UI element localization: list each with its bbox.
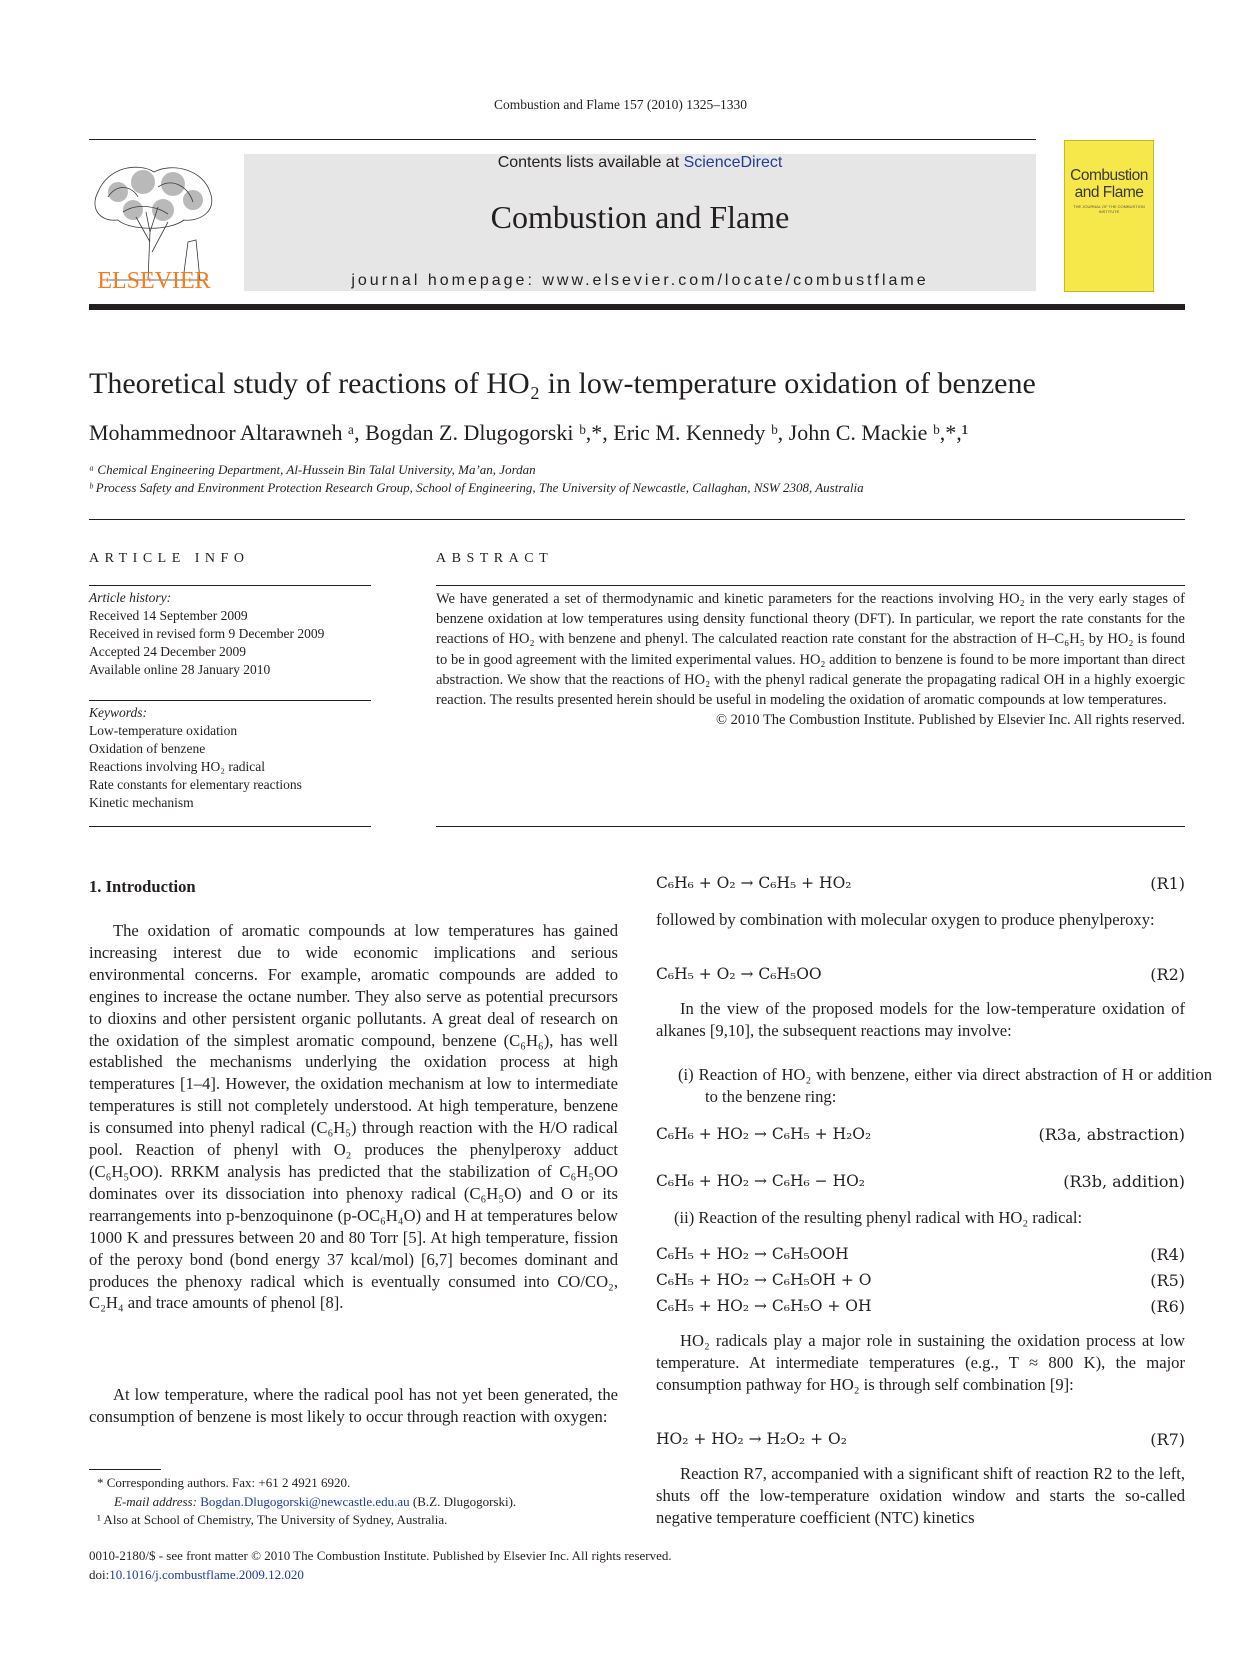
keyword-item: Rate constants for elementary reactions <box>89 777 302 792</box>
equation-r3a-body: C₆H₆ + HO₂ → C₆H₅ + H₂O₂ <box>656 1125 872 1143</box>
affiliation-a: ᵃ Chemical Engineering Department, Al-Hussein Bin Talal University, Ma’an, Jordan <box>89 462 536 477</box>
abstract-rule-top <box>436 585 1185 586</box>
right-paragraph-3: HO₂ radicals play a major role in sustaining the oxidation process at low temperature. At intermediate temperatures (e.g., T ≈ 800 K), the major consumption pathway for HO₂ is through self combination [9]: <box>656 1331 1185 1394</box>
equation-r1-body: C₆H₆ + O₂ → C₆H₅ + HO₂ <box>656 874 852 892</box>
page-footer <box>89 1547 1089 1584</box>
contents-line <box>244 154 1036 172</box>
equation-r2-body: C₆H₅ + O₂ → C₆H₅OO <box>656 965 822 983</box>
cover-title <box>1065 167 1153 201</box>
info-rule-mid <box>89 700 371 701</box>
corresponding-author-note: * Corresponding authors. Fax: +61 2 4921 6920. <box>97 1475 351 1490</box>
email-label: E-mail address: <box>114 1493 201 1509</box>
equation-r3b-body: C₆H₆ + HO₂ → C₆H₆ − HO₂ <box>656 1172 866 1190</box>
equation-r5-body: C₆H₅ + HO₂ → C₆H₅OH + O <box>656 1271 872 1289</box>
equation-r1-tag: (R1) <box>1150 874 1185 893</box>
equation-r7-tag: (R7) <box>1150 1430 1185 1449</box>
equation-r3b-tag: (R3b, addition) <box>1063 1172 1185 1191</box>
abstract-text-block <box>436 589 1185 730</box>
keyword-item: Oxidation of benzene <box>89 741 206 756</box>
abstract-heading: ABSTRACT <box>436 551 554 566</box>
equation-r1 <box>656 874 1185 896</box>
elsevier-wordmark: ELSEVIER <box>97 268 211 294</box>
abstract-text: We have generated a set of thermodynamic and kinetic parameters for the reactions involving HO₂ in the very early stages of benzene oxidation at low temperatures using density functional theory (DFT). In particular, we report the rate constants for the reactions of HO₂ with benzene and phenyl. The calculated reaction rate constant for the abstraction of H–C₆H₅ by HO₂ is found to be in good agreement with the limited experimental values. HO₂ addition to benzene is found to be more important than direct abstraction. We show that the reactions of HO₂ with the phenyl radical generate the propagating radical OH in a highly exoergic reaction. The results presented herein should be useful in modeling the oxidation of aromatic compounds at low temperatures. <box>436 591 1185 709</box>
footnote-rule <box>89 1469 161 1470</box>
keyword-item: Low-temperature oxidation <box>89 723 238 738</box>
equation-r3b <box>656 1172 1185 1194</box>
equation-r7 <box>656 1430 1185 1452</box>
article-history <box>89 589 371 679</box>
footnotes <box>89 1474 649 1530</box>
email-line <box>89 1493 649 1512</box>
equation-r3a-tag: (R3a, abstraction) <box>1038 1125 1185 1144</box>
right-paragraph-1: followed by combination with molecular oxygen to produce phenylperoxy: <box>656 910 1155 929</box>
article-title: Theoretical study of reactions of HO₂ in low-temperature oxidation of benzene <box>89 367 1036 400</box>
keywords-label: Keywords: <box>89 705 147 720</box>
doi-line <box>89 1566 1089 1585</box>
keyword-item: Kinetic mechanism <box>89 795 194 810</box>
equation-r2 <box>656 965 1185 987</box>
sciencedirect-link[interactable]: ScienceDirect <box>683 154 783 171</box>
intro-paragraph-2: At low temperature, where the radical pool has not yet been generated, the consumption of benzene is most likely to occur through reaction with oxygen: <box>89 1385 618 1426</box>
right-paragraph-4: Reaction R7, accompanied with a significant shift of reaction R2 to the left, shuts off the low-temperature oxidation window and starts the so-called negative temperature coefficient (NTC) kinetics <box>656 1464 1185 1527</box>
equation-r6 <box>656 1297 1185 1319</box>
section-heading-introduction: 1. Introduction <box>89 877 196 896</box>
footnote-1: ¹ Also at School of Chemistry, The University of Sydney, Australia. <box>97 1512 448 1527</box>
history-label: Article history: <box>89 590 172 605</box>
cover-title-line2: and Flame <box>1074 184 1144 201</box>
cover-title-line1: Combustion <box>1070 167 1148 184</box>
right-paragraph-2: In the view of the proposed models for the low-temperature oxidation of alkanes [9,10], the subsequent reactions may involve: <box>656 999 1185 1040</box>
email-link[interactable]: Bogdan.Dlugogorski@newcastle.edu.au <box>200 1493 410 1509</box>
keywords <box>89 704 371 812</box>
journal-banner <box>244 154 1036 291</box>
equation-r2-tag: (R2) <box>1150 965 1185 984</box>
header-rule <box>89 139 1036 140</box>
article-info-heading: ARTICLE INFO <box>89 551 250 566</box>
cover-subtitle: THE JOURNAL OF THE COMBUSTION INSTITUTE <box>1073 204 1145 214</box>
journal-homepage[interactable]: journal homepage: www.elsevier.com/locate/combustflame <box>351 272 929 289</box>
equation-r3a <box>656 1125 1185 1147</box>
affiliation-b: ᵇ Process Safety and Environment Protection Research Group, School of Engineering, The University of Newcastle, Callaghan, NSW 2308, Australia <box>89 480 864 495</box>
intro-paragraph-1: The oxidation of aromatic compounds at low temperatures has gained increasing interest due to wide economic implications and serious environmental concerns. For example, aromatic compounds are added to engines to increase the octane number. They also serve as potential precursors to dioxins and other persistent organic pollutants. A great deal of research on the oxidation of the simplest aromatic compound, benzene (C₆H₆), has well established the mechanisms underlying the oxidation process at high temperatures [1–4]. However, the oxidation mechanism at low to intermediate temperatures is still not completely understood. At high temperature, benzene is consumed into phenyl radical (C₆H₅) through reaction with the H/O radical pool. Reaction of phenyl with O₂ produces the phenylperoxy adduct (C₆H₅OO). RRKM analysis has predicted that the stabilization of C₆H₅OO dominates over its dissociation into phenoxy radical (C₆H₅O) and O or its rearrangements into p-benzoquinone (p-OC₆H₄O) and H at temperatures below 1000 K and pressures between 20 and 80 Torr [5]. At high temperature, fission of the peroxy bond (bond energy 37 kcal/mol) [6,7] becomes dominant and produces the phenoxy radical which is eventually consumed into CO/CO₂, C₂H₄ and trace amounts of phenol [8]. <box>89 921 618 1313</box>
abstract-copyright: © 2010 The Combustion Institute. Published by Elsevier Inc. All rights reserved. <box>715 712 1185 729</box>
received-date: Received 14 September 2009 <box>89 608 248 623</box>
abstract-rule-bottom <box>436 826 1185 827</box>
equation-r6-body: C₆H₅ + HO₂ → C₆H₅O + OH <box>656 1297 872 1315</box>
equation-r5 <box>656 1271 1185 1293</box>
doi-label: doi: <box>89 1566 110 1582</box>
email-suffix: (B.Z. Dlugogorski). <box>409 1493 517 1509</box>
equation-r4-tag: (R4) <box>1150 1245 1185 1264</box>
title-rule <box>89 519 1185 520</box>
equation-r7-body: HO₂ + HO₂ → H₂O₂ + O₂ <box>656 1430 847 1448</box>
journal-reference: Combustion and Flame 157 (2010) 1325–1330 <box>493 97 748 112</box>
equation-r4 <box>656 1245 1185 1267</box>
online-date: Available online 28 January 2010 <box>89 662 271 677</box>
thick-header-rule <box>89 304 1185 310</box>
revised-date: Received in revised form 9 December 2009 <box>89 626 325 641</box>
accepted-date: Accepted 24 December 2009 <box>89 644 247 659</box>
equation-r5-tag: (R5) <box>1150 1271 1185 1290</box>
doi-link[interactable]: 10.1016/j.combustflame.2009.12.020 <box>109 1566 304 1582</box>
list-item-ii: (ii) Reaction of the resulting phenyl radical with HO₂ radical: <box>674 1208 1083 1227</box>
issn-line: 0010-2180/$ - see front matter © 2010 The Combustion Institute. Published by Elsevier Inc. All rights reserved. <box>89 1548 672 1563</box>
keyword-item: Reactions involving HO₂ radical <box>89 759 266 774</box>
author-list: Mohammednoor Altarawneh ᵃ, Bogdan Z. Dlugogorski ᵇ,*, Eric M. Kennedy ᵇ, John C. Mackie ᵇ,*,¹ <box>89 420 969 445</box>
list-item-i: (i) Reaction of HO₂ with benzene, either via direct abstraction of H or addition to the benzene ring: <box>678 1065 1212 1106</box>
equation-r6-tag: (R6) <box>1150 1297 1185 1316</box>
journal-cover-thumbnail <box>1064 140 1154 292</box>
contents-prefix: Contents lists available at <box>497 154 684 171</box>
info-rule-bottom <box>89 826 371 827</box>
journal-title: Combustion and Flame <box>490 199 790 235</box>
info-rule-top <box>89 585 371 586</box>
equation-r4-body: C₆H₅ + HO₂ → C₆H₅OOH <box>656 1245 849 1263</box>
